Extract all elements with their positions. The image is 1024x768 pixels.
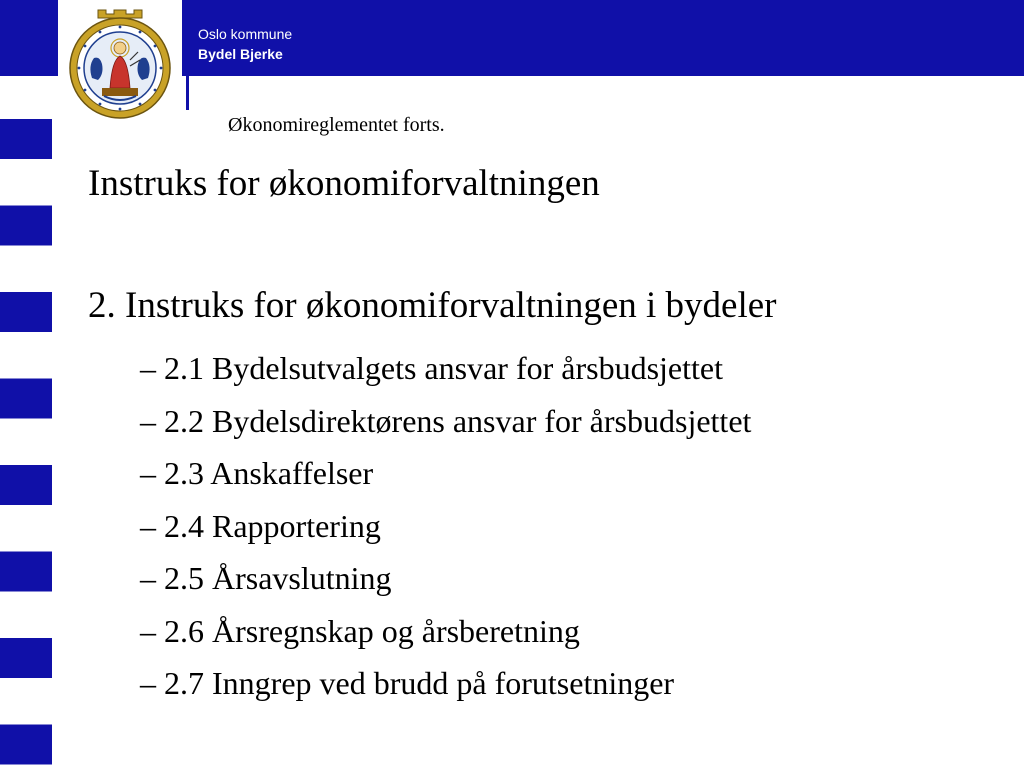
list-item: – 2.5 Årsavslutning: [140, 560, 392, 596]
slide-title: Instruks for økonomiforvaltningen: [88, 163, 600, 204]
list-item: – 2.7 Inngrep ved brudd på forutsetninger: [140, 665, 675, 701]
left-decorative-stripe: [0, 76, 52, 768]
oslo-city-seal-icon: [68, 8, 172, 120]
list-item: – 2.6 Årsregnskap og årsberetning: [140, 612, 580, 649]
organization-unit: Bydel Bjerke: [198, 46, 283, 62]
list-item: – 2.1 Bydelsutvalgets ansvar for årsbudsjettet: [140, 350, 723, 386]
organization-block: [198, 24, 292, 64]
list-item: – 2.2 Bydelsdirektørens ansvar for årsbudsjettet: [140, 402, 752, 439]
organization-name: Oslo kommune: [198, 26, 293, 42]
list-item: – 2.3 Anskaffelser: [140, 455, 374, 491]
running-head: Økonomireglementet forts.: [228, 114, 445, 136]
section-heading: 2. Instruks for økonomiforvaltningen i bydeler: [88, 285, 777, 326]
item-list: [140, 342, 751, 710]
header-divider: [186, 18, 189, 110]
list-item: – 2.4 Rapportering: [140, 507, 381, 544]
